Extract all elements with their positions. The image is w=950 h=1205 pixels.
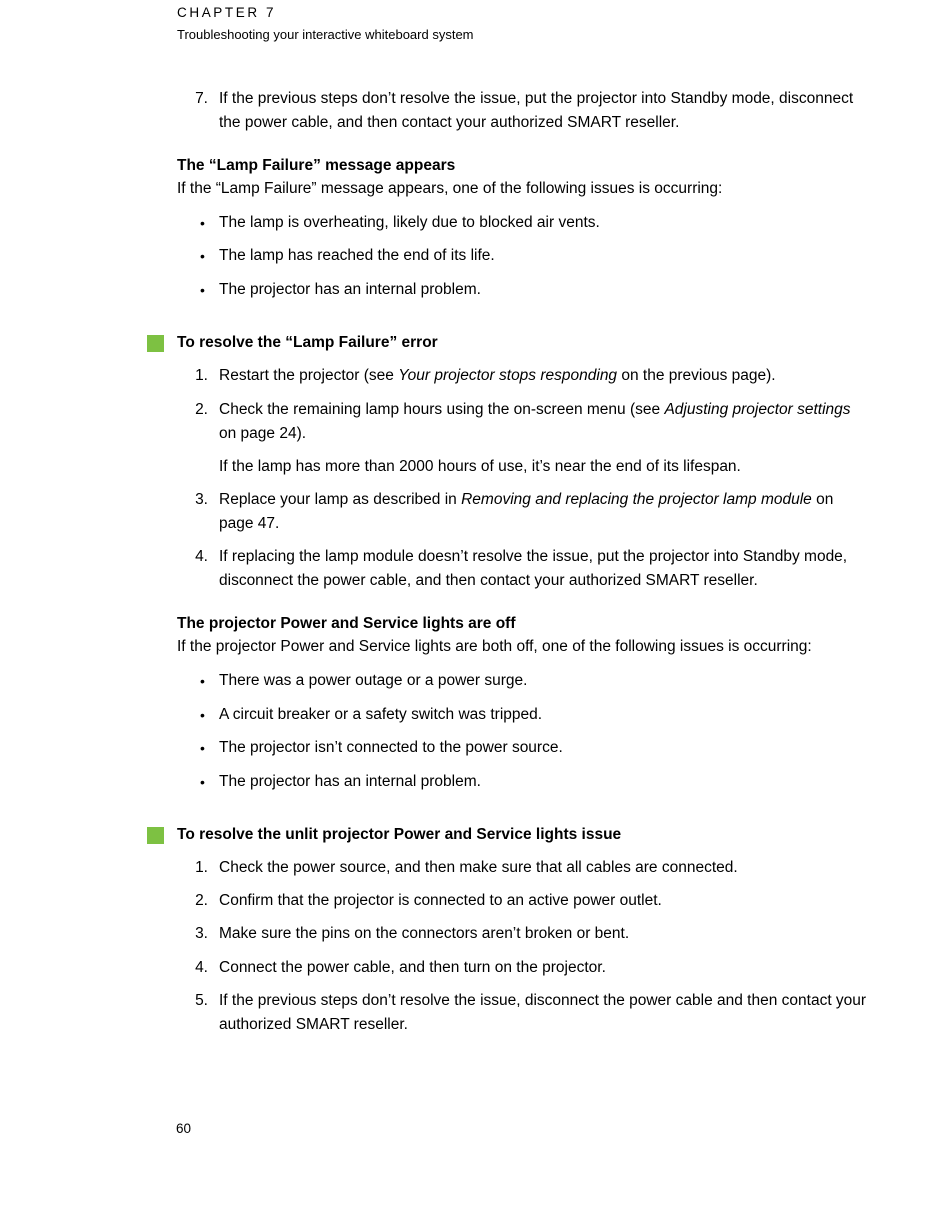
bullet-icon: • — [200, 774, 205, 790]
cross-reference: Your projector stops responding — [398, 367, 618, 384]
step-text: Check the power source, and then make sure that all cables are connected. — [219, 859, 738, 876]
procedure-heading-lights: To resolve the unlit projector Power and Service lights issue — [177, 826, 622, 843]
list-item: The projector has an internal problem. — [219, 773, 481, 790]
step-number: 4. — [195, 959, 208, 976]
bullet-icon: • — [200, 707, 205, 723]
list-item: The lamp has reached the end of its life. — [219, 247, 495, 264]
step-number: 3. — [195, 491, 208, 508]
step-note: If the lamp has more than 2000 hours of use, it’s near the end of its lifespan. — [219, 458, 741, 475]
step-text: Confirm that the projector is connected to an active power outlet. — [219, 892, 662, 909]
step-text: If replacing the lamp module doesn’t resolve the issue, put the projector into Standby mode, disconnect the power cable, and then contact your authorized SMART reseller. — [219, 548, 848, 589]
step-number: 4. — [195, 548, 208, 565]
step-text: Restart the projector (see Your projector stops responding on the previous page). — [219, 367, 776, 384]
step-number: 7. — [195, 90, 208, 107]
page-number: 60 — [176, 1121, 192, 1136]
chapter-label: CHAPTER 7 — [177, 5, 277, 20]
chapter-subtitle: Troubleshooting your interactive whiteboard system — [177, 27, 474, 42]
cross-reference: Removing and replacing the projector lamp module — [461, 491, 812, 508]
cross-reference: Adjusting projector settings — [664, 401, 851, 418]
bullet-icon: • — [200, 248, 205, 264]
step-number: 3. — [195, 925, 208, 942]
step-text: Replace your lamp as described in Removing and replacing the projector lamp module on page 47. — [219, 491, 834, 532]
section-heading-lights-off: The projector Power and Service lights are off — [177, 615, 516, 632]
list-item: A circuit breaker or a safety switch was tripped. — [219, 706, 543, 723]
step-text: Check the remaining lamp hours using the on-screen menu (see Adjusting projector settings on page 24). — [219, 401, 851, 442]
procedure-heading-lamp: To resolve the “Lamp Failure” error — [177, 334, 438, 351]
step-number: 1. — [195, 367, 208, 384]
procedure-square-icon — [147, 827, 164, 844]
step-text: Connect the power cable, and then turn on the projector. — [219, 959, 606, 976]
step-number: 2. — [195, 401, 208, 418]
procedure-square-icon — [147, 335, 164, 352]
list-item: The projector isn’t connected to the power source. — [219, 739, 563, 756]
section-intro: If the projector Power and Service lights are both off, one of the following issues is occurring: — [177, 638, 812, 655]
step-text: If the previous steps don’t resolve the issue, put the projector into Standby mode, disconnect the power cable, and then contact your authorized SMART reseller. — [219, 90, 854, 131]
list-item: There was a power outage or a power surge. — [219, 672, 528, 689]
section-intro: If the “Lamp Failure” message appears, one of the following issues is occurring: — [177, 180, 723, 197]
step-number: 2. — [195, 892, 208, 909]
list-item: The lamp is overheating, likely due to blocked air vents. — [219, 214, 600, 231]
step-number: 1. — [195, 859, 208, 876]
step-text: If the previous steps don’t resolve the issue, disconnect the power cable and then contact your authorized SMART reseller. — [219, 992, 867, 1033]
bullet-icon: • — [200, 215, 205, 231]
list-item: The projector has an internal problem. — [219, 281, 481, 298]
section-heading-lamp-failure: The “Lamp Failure” message appears — [177, 157, 456, 174]
step-number: 5. — [195, 992, 208, 1009]
bullet-icon: • — [200, 740, 205, 756]
step-text: Make sure the pins on the connectors aren’t broken or bent. — [219, 925, 630, 942]
bullet-icon: • — [200, 673, 205, 689]
bullet-icon: • — [200, 282, 205, 298]
